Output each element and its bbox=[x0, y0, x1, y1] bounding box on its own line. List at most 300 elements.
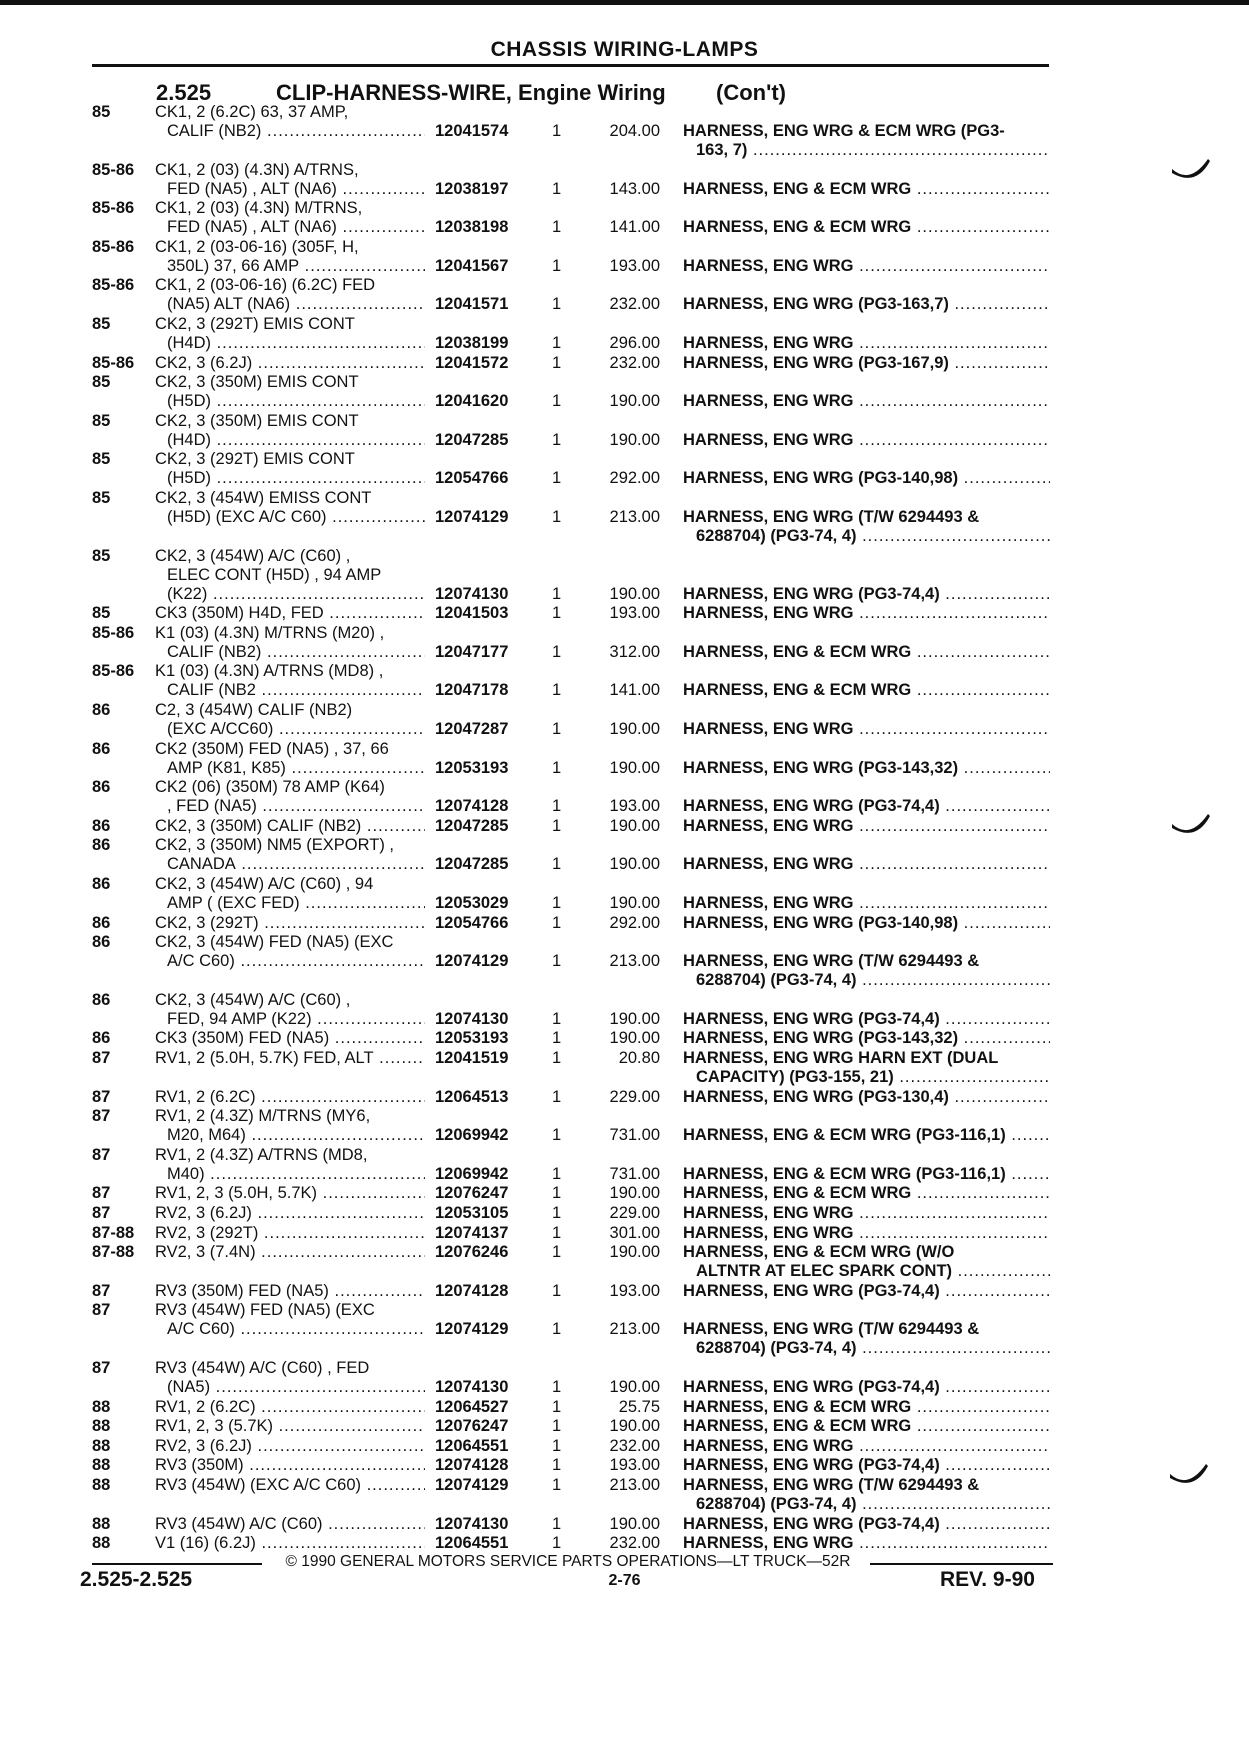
harness-description: HARNESS, ENG WRG (PG3-74,4) ..... bbox=[683, 797, 1050, 816]
model-year-code: 88 bbox=[92, 1476, 111, 1494]
quantity: 1 bbox=[552, 855, 562, 874]
quantity: 1 bbox=[552, 1243, 562, 1262]
application-desc: CALIF (NB2) ..... bbox=[167, 122, 425, 141]
application-desc: RV1, 2 (4.3Z) M/TRNS (MY6, bbox=[155, 1107, 371, 1126]
part-number: 12038197 bbox=[435, 179, 509, 198]
application-desc: K1 (03) (4.3N) M/TRNS (M20) , bbox=[155, 623, 385, 642]
model-year-code: 87 bbox=[92, 1301, 111, 1320]
price: 229.00 bbox=[609, 1204, 660, 1222]
model-year-code: 86 bbox=[92, 913, 111, 932]
part-number: 12041620 bbox=[435, 392, 509, 411]
price: 190.00 bbox=[609, 855, 660, 874]
quantity: 1 bbox=[552, 430, 562, 449]
application-desc: CK2, 3 (292T) EMIS CONT bbox=[155, 315, 355, 333]
harness-description: HARNESS, ENG WRG (PG3-74,4) ..... bbox=[683, 585, 1050, 604]
application-desc: FED, 94 AMP (K22) ..... bbox=[167, 1010, 425, 1029]
application-desc: CK2 (350M) FED (NA5) , 37, 66 bbox=[155, 739, 389, 758]
model-year-code: 86 bbox=[92, 816, 111, 835]
part-number: 12076247 bbox=[435, 1417, 509, 1436]
harness-description: HARNESS, ENG WRG ..... bbox=[683, 1204, 1050, 1223]
application-desc: CK2, 3 (350M) CALIF (NB2) ..... bbox=[155, 817, 425, 836]
model-year-code: 85 bbox=[92, 489, 111, 507]
price: 193.00 bbox=[609, 256, 660, 275]
part-number: 12064551 bbox=[435, 1534, 509, 1553]
application-desc: RV3 (454W) A/C (C60) ..... bbox=[155, 1515, 425, 1534]
price: 213.00 bbox=[609, 1476, 660, 1494]
part-number: 12053105 bbox=[435, 1204, 509, 1222]
copyright-notice: © 1990 GENERAL MOTORS SERVICE PARTS OPERATIONS—LT TRUCK—52R bbox=[285, 1553, 851, 1570]
harness-description: HARNESS, ENG & ECM WRG ..... bbox=[683, 1184, 1050, 1203]
application-desc: CK2, 3 (454W) A/C (C60) , bbox=[155, 990, 351, 1009]
part-number: 12074128 bbox=[435, 797, 509, 816]
harness-description: HARNESS, ENG WRG ..... bbox=[683, 334, 1050, 353]
harness-description: HARNESS, ENG WRG ..... bbox=[683, 604, 1050, 623]
part-number: 12053193 bbox=[435, 1029, 509, 1048]
application-desc: AMP (K81, K85) ..... bbox=[167, 759, 425, 778]
quantity: 1 bbox=[552, 604, 562, 623]
section-range: 2.525-2.525 bbox=[80, 1568, 193, 1591]
quantity: 1 bbox=[552, 256, 562, 275]
part-number: 12053029 bbox=[435, 894, 509, 912]
part-number: 12047287 bbox=[435, 720, 509, 738]
model-year-code: 85 bbox=[92, 450, 111, 469]
model-year-code: 87 bbox=[92, 1184, 111, 1203]
harness-description: HARNESS, ENG WRG ..... bbox=[683, 1534, 1050, 1553]
application-desc: CK2, 3 (292T) ..... bbox=[155, 914, 425, 933]
model-year-code: 86 bbox=[92, 778, 111, 797]
part-number: 12047285 bbox=[435, 855, 509, 874]
quantity: 1 bbox=[552, 1087, 562, 1106]
section-number: 2.525 bbox=[156, 80, 212, 105]
footer-rule-right bbox=[870, 1563, 1053, 1565]
quantity: 1 bbox=[552, 1029, 562, 1048]
harness-description: HARNESS, ENG WRG ..... bbox=[683, 720, 1050, 739]
application-desc: 350L) 37, 66 AMP ..... bbox=[167, 257, 425, 276]
quantity: 1 bbox=[552, 1476, 562, 1494]
price: 731.00 bbox=[609, 1164, 660, 1183]
model-year-code: 86 bbox=[92, 1029, 111, 1048]
part-number: 12054766 bbox=[435, 913, 509, 932]
harness-description: HARNESS, ENG & ECM WRG (PG3-116,1) ..... bbox=[683, 1126, 1050, 1145]
model-year-code: 87 bbox=[92, 1204, 111, 1222]
harness-description: HARNESS, ENG WRG ..... bbox=[683, 855, 1050, 874]
model-year-code: 86 bbox=[92, 739, 111, 758]
model-year-code: 87 bbox=[92, 1049, 111, 1067]
part-number: 12041567 bbox=[435, 256, 509, 275]
model-year-code: 85 bbox=[92, 103, 111, 121]
model-year-code: 85 bbox=[92, 546, 111, 565]
part-number: 12047178 bbox=[435, 681, 509, 700]
part-number: 12069942 bbox=[435, 1126, 509, 1145]
price: 232.00 bbox=[609, 1436, 660, 1455]
model-year-code: 85 bbox=[92, 411, 111, 430]
part-number: 12047177 bbox=[435, 642, 509, 661]
model-year-code: 85-86 bbox=[92, 662, 135, 681]
price: 193.00 bbox=[609, 604, 660, 623]
application-desc: CALIF (NB2) ..... bbox=[167, 643, 425, 662]
model-year-code: 86 bbox=[92, 836, 111, 855]
harness-description: ALTNTR AT ELEC SPARK CONT) ..... bbox=[696, 1262, 1050, 1281]
model-year-code: 88 bbox=[92, 1456, 111, 1475]
model-year-code: 87 bbox=[92, 1087, 111, 1106]
application-desc: RV2, 3 (6.2J) ..... bbox=[155, 1437, 425, 1456]
harness-description: HARNESS, ENG WRG ..... bbox=[683, 894, 1050, 913]
part-number: 12074129 bbox=[435, 508, 509, 526]
quantity: 1 bbox=[552, 681, 562, 700]
application-desc: RV1, 2 (6.2C) ..... bbox=[155, 1398, 425, 1417]
harness-description: HARNESS, ENG WRG (PG3-74,4) ..... bbox=[683, 1010, 1050, 1029]
application-desc: A/C C60) ..... bbox=[167, 952, 425, 971]
price: 204.00 bbox=[609, 122, 660, 140]
quantity: 1 bbox=[552, 1223, 562, 1242]
harness-description: HARNESS, ENG WRG (PG3-74,4) ..... bbox=[683, 1282, 1050, 1301]
price: 731.00 bbox=[609, 1126, 660, 1145]
part-number: 12074128 bbox=[435, 1281, 509, 1300]
price: 190.00 bbox=[609, 894, 660, 912]
quantity: 1 bbox=[552, 584, 562, 603]
price: 296.00 bbox=[609, 334, 660, 352]
model-year-code: 85-86 bbox=[92, 353, 135, 372]
application-desc: RV3 (454W) (EXC A/C C60) ..... bbox=[155, 1476, 425, 1495]
price: 190.00 bbox=[609, 1417, 660, 1436]
model-year-code: 88 bbox=[92, 1534, 111, 1553]
application-desc: AMP ( (EXC FED) ..... bbox=[167, 894, 425, 913]
part-number: 12064527 bbox=[435, 1397, 509, 1416]
price: 190.00 bbox=[609, 1184, 660, 1203]
model-year-code: 86 bbox=[92, 875, 111, 893]
harness-description: HARNESS, ENG & ECM WRG ..... bbox=[683, 180, 1050, 199]
application-desc: M20, M64) ..... bbox=[167, 1126, 425, 1145]
application-desc: RV1, 2 (4.3Z) A/TRNS (MD8, bbox=[155, 1145, 368, 1164]
part-number: 12074128 bbox=[435, 1456, 509, 1475]
model-year-code: 88 bbox=[92, 1514, 111, 1533]
quantity: 1 bbox=[552, 122, 562, 140]
application-desc: (H4D) ..... bbox=[167, 431, 425, 450]
harness-description: HARNESS, ENG & ECM WRG ..... bbox=[683, 681, 1050, 700]
application-desc: CK2, 3 (454W) A/C (C60) , bbox=[155, 546, 351, 565]
part-number: 12064513 bbox=[435, 1087, 509, 1106]
quantity: 1 bbox=[552, 894, 562, 912]
price: 190.00 bbox=[609, 1514, 660, 1533]
application-desc: RV2, 3 (6.2J) ..... bbox=[155, 1204, 425, 1223]
price: 232.00 bbox=[609, 1534, 660, 1553]
application-desc: (K22) ..... bbox=[167, 585, 425, 604]
harness-description: HARNESS, ENG WRG (PG3-143,32) ..... bbox=[683, 759, 1050, 778]
part-number: 12053193 bbox=[435, 758, 509, 777]
price: 213.00 bbox=[609, 508, 660, 526]
application-desc: FED (NA5) , ALT (NA6) ..... bbox=[167, 180, 425, 199]
price: 292.00 bbox=[609, 469, 660, 488]
quantity: 1 bbox=[552, 758, 562, 777]
quantity: 1 bbox=[552, 295, 562, 314]
application-desc: CK1, 2 (03-06-16) (305F, H, bbox=[155, 237, 359, 256]
price: 301.00 bbox=[609, 1223, 660, 1242]
section-continued: (Con't) bbox=[716, 80, 786, 105]
price: 20.80 bbox=[618, 1049, 660, 1067]
model-year-code: 86 bbox=[92, 701, 111, 719]
part-number: 12074130 bbox=[435, 584, 509, 603]
part-number: 12074130 bbox=[435, 1514, 509, 1533]
binder-hole-mark-bottom bbox=[1168, 1460, 1210, 1490]
quantity: 1 bbox=[552, 1417, 562, 1436]
quantity: 1 bbox=[552, 1534, 562, 1553]
harness-description: 6288704) (PG3-74, 4) ..... bbox=[696, 527, 1050, 546]
model-year-code: 87 bbox=[92, 1359, 111, 1377]
price: 232.00 bbox=[609, 353, 660, 372]
application-desc: RV3 (350M) ..... bbox=[155, 1456, 425, 1475]
section-name: CLIP-HARNESS-WIRE, Engine Wiring bbox=[276, 80, 666, 105]
application-desc: CK2, 3 (350M) EMIS CONT bbox=[155, 411, 359, 430]
harness-description: HARNESS, ENG WRG (T/W 6294493 & bbox=[683, 952, 980, 971]
model-year-code: 87 bbox=[92, 1145, 111, 1164]
title-rule bbox=[92, 64, 1049, 67]
application-desc: RV1, 2 (5.0H, 5.7K) FED, ALT ..... bbox=[155, 1049, 425, 1068]
price: 232.00 bbox=[609, 295, 660, 314]
harness-description: HARNESS, ENG WRG ..... bbox=[683, 431, 1050, 450]
price: 229.00 bbox=[609, 1087, 660, 1106]
part-number: 12074130 bbox=[435, 1009, 509, 1028]
page-title: CHASSIS WIRING-LAMPS bbox=[490, 38, 759, 61]
part-number: 12069942 bbox=[435, 1164, 509, 1183]
price: 312.00 bbox=[609, 642, 660, 661]
application-desc: V1 (16) (6.2J) ..... bbox=[155, 1534, 425, 1553]
application-desc: (H4D) ..... bbox=[167, 334, 425, 353]
application-desc: A/C C60) ..... bbox=[167, 1320, 425, 1339]
quantity: 1 bbox=[552, 1514, 562, 1533]
harness-description: HARNESS, ENG WRG (PG3-74,4) ..... bbox=[683, 1515, 1050, 1534]
application-desc: RV1, 2, 3 (5.0H, 5.7K) ..... bbox=[155, 1184, 425, 1203]
harness-description: HARNESS, ENG & ECM WRG ..... bbox=[683, 1398, 1050, 1417]
application-desc: RV1, 2 (6.2C) ..... bbox=[155, 1088, 425, 1107]
harness-description: HARNESS, ENG WRG (PG3-163,7) ..... bbox=[683, 295, 1050, 314]
application-desc: CK2, 3 (454W) EMISS CONT bbox=[155, 489, 372, 507]
harness-description: HARNESS, ENG & ECM WRG ..... bbox=[683, 1417, 1050, 1436]
quantity: 1 bbox=[552, 913, 562, 932]
quantity: 1 bbox=[552, 1436, 562, 1455]
harness-description: HARNESS, ENG WRG ..... bbox=[683, 257, 1050, 276]
application-desc: CK2, 3 (454W) A/C (C60) , 94 bbox=[155, 875, 374, 893]
model-year-code: 88 bbox=[92, 1397, 111, 1416]
model-year-code: 88 bbox=[92, 1417, 111, 1436]
price: 292.00 bbox=[609, 913, 660, 932]
model-year-code: 87 bbox=[92, 1281, 111, 1300]
part-number: 12038198 bbox=[435, 218, 509, 237]
application-desc: , FED (NA5) ..... bbox=[167, 797, 425, 816]
part-number: 12076246 bbox=[435, 1243, 509, 1262]
quantity: 1 bbox=[552, 1204, 562, 1222]
application-desc: CK3 (350M) H4D, FED ..... bbox=[155, 604, 425, 623]
quantity: 1 bbox=[552, 642, 562, 661]
part-number: 12041574 bbox=[435, 122, 509, 140]
part-number: 12074129 bbox=[435, 1476, 509, 1494]
price: 213.00 bbox=[609, 952, 660, 971]
part-number: 12041503 bbox=[435, 604, 509, 623]
price: 190.00 bbox=[609, 758, 660, 777]
harness-description: HARNESS, ENG & ECM WRG ..... bbox=[683, 218, 1050, 237]
harness-description: 6288704) (PG3-74, 4) ..... bbox=[696, 1495, 1050, 1514]
model-year-code: 85 bbox=[92, 373, 111, 392]
model-year-code: 85 bbox=[92, 604, 111, 623]
application-desc: CK1, 2 (03) (4.3N) M/TRNS, bbox=[155, 199, 363, 218]
price: 213.00 bbox=[609, 1320, 660, 1339]
application-desc: CK2, 3 (454W) FED (NA5) (EXC bbox=[155, 933, 394, 952]
quantity: 1 bbox=[552, 1009, 562, 1028]
harness-description: HARNESS, ENG WRG ..... bbox=[683, 1437, 1050, 1456]
quantity: 1 bbox=[552, 797, 562, 816]
application-desc: FED (NA5) , ALT (NA6) ..... bbox=[167, 218, 425, 237]
harness-description: HARNESS, ENG WRG HARN EXT (DUAL bbox=[683, 1049, 999, 1067]
model-year-code: 85-86 bbox=[92, 160, 135, 179]
model-year-code: 85-86 bbox=[92, 276, 135, 295]
harness-description: HARNESS, ENG WRG ..... bbox=[683, 817, 1050, 836]
application-desc: (NA5) ALT (NA6) ..... bbox=[167, 295, 425, 314]
application-desc: CK2 (06) (350M) 78 AMP (K64) bbox=[155, 778, 385, 797]
application-desc: ELEC CONT (H5D) , 94 AMP bbox=[167, 565, 382, 584]
harness-description: HARNESS, ENG WRG (T/W 6294493 & bbox=[683, 1320, 980, 1339]
application-desc: CK2, 3 (292T) EMIS CONT bbox=[155, 450, 355, 469]
quantity: 1 bbox=[552, 1164, 562, 1183]
price: 141.00 bbox=[609, 218, 660, 237]
part-number: 12076247 bbox=[435, 1184, 509, 1203]
quantity: 1 bbox=[552, 469, 562, 488]
part-number: 12064551 bbox=[435, 1436, 509, 1455]
part-number: 12074137 bbox=[435, 1223, 509, 1242]
harness-description: HARNESS, ENG WRG (PG3-74,4) ..... bbox=[683, 1456, 1050, 1475]
price: 193.00 bbox=[609, 1456, 660, 1475]
price: 190.00 bbox=[609, 1378, 660, 1396]
application-desc: CK1, 2 (03-06-16) (6.2C) FED bbox=[155, 276, 376, 295]
model-year-code: 86 bbox=[92, 990, 111, 1009]
application-desc: CK2, 3 (350M) NM5 (EXPORT) , bbox=[155, 836, 395, 855]
part-number: 12074129 bbox=[435, 1320, 509, 1339]
price: 141.00 bbox=[609, 681, 660, 700]
model-year-code: 85-86 bbox=[92, 237, 135, 256]
application-desc: CANADA ..... bbox=[167, 855, 425, 874]
application-desc: CK2, 3 (6.2J) ..... bbox=[155, 354, 425, 373]
part-number: 12047285 bbox=[435, 430, 509, 449]
harness-description: HARNESS, ENG & ECM WRG (PG3-116,1) ..... bbox=[683, 1165, 1050, 1184]
part-number: 12041571 bbox=[435, 295, 509, 314]
part-number: 12041519 bbox=[435, 1049, 509, 1067]
part-number: 12038199 bbox=[435, 334, 509, 352]
harness-description: 163, 7) ..... bbox=[696, 141, 1050, 160]
quantity: 1 bbox=[552, 353, 562, 372]
price: 190.00 bbox=[609, 1243, 660, 1262]
application-desc: RV2, 3 (7.4N) ..... bbox=[155, 1243, 425, 1262]
quantity: 1 bbox=[552, 1456, 562, 1475]
page-number: 2-76 bbox=[608, 1572, 641, 1589]
harness-description: HARNESS, ENG WRG & ECM WRG (PG3- bbox=[683, 122, 1005, 140]
price: 190.00 bbox=[609, 392, 660, 411]
harness-description: HARNESS, ENG & ECM WRG ..... bbox=[683, 643, 1050, 662]
model-year-code: 88 bbox=[92, 1436, 111, 1455]
binder-hole-mark-top bbox=[1170, 155, 1212, 185]
harness-description: HARNESS, ENG WRG (PG3-140,98) ..... bbox=[683, 469, 1050, 488]
quantity: 1 bbox=[552, 720, 562, 738]
quantity: 1 bbox=[552, 1126, 562, 1145]
model-year-code: 85-86 bbox=[92, 623, 135, 642]
price: 190.00 bbox=[609, 1029, 660, 1048]
top-border-rule bbox=[0, 0, 1249, 5]
application-desc: RV3 (350M) FED (NA5) ..... bbox=[155, 1282, 425, 1301]
quantity: 1 bbox=[552, 1281, 562, 1300]
part-number: 12041572 bbox=[435, 353, 509, 372]
model-year-code: 85 bbox=[92, 315, 111, 333]
price: 25.75 bbox=[618, 1397, 660, 1416]
part-number: 12074130 bbox=[435, 1378, 509, 1396]
part-number: 12054766 bbox=[435, 469, 509, 488]
application-desc: RV3 (454W) FED (NA5) (EXC bbox=[155, 1301, 375, 1320]
application-desc: (H5D) ..... bbox=[167, 392, 425, 411]
quantity: 1 bbox=[552, 1320, 562, 1339]
quantity: 1 bbox=[552, 816, 562, 835]
model-year-code: 87-88 bbox=[92, 1223, 135, 1242]
harness-description: HARNESS, ENG WRG (PG3-130,4) ..... bbox=[683, 1088, 1050, 1107]
price: 190.00 bbox=[609, 584, 660, 603]
part-number: 12074129 bbox=[435, 952, 509, 971]
price: 193.00 bbox=[609, 1281, 660, 1300]
price: 190.00 bbox=[609, 430, 660, 449]
price: 190.00 bbox=[609, 1009, 660, 1028]
price: 190.00 bbox=[609, 816, 660, 835]
part-number: 12047285 bbox=[435, 816, 509, 835]
model-year-code: 87 bbox=[92, 1107, 111, 1126]
harness-description: HARNESS, ENG WRG (PG3-140,98) ..... bbox=[683, 914, 1050, 933]
quantity: 1 bbox=[552, 1378, 562, 1396]
price: 193.00 bbox=[609, 797, 660, 816]
application-desc: RV1, 2, 3 (5.7K) ..... bbox=[155, 1417, 425, 1436]
harness-description: 6288704) (PG3-74, 4) ..... bbox=[696, 971, 1050, 990]
harness-description: CAPACITY) (PG3-155, 21) ..... bbox=[696, 1068, 1050, 1087]
revision-label: REV. 9-90 bbox=[940, 1568, 1035, 1591]
application-desc: RV2, 3 (292T) ..... bbox=[155, 1224, 425, 1243]
harness-description: HARNESS, ENG WRG ..... bbox=[683, 392, 1050, 411]
application-desc: (H5D) (EXC A/C C60) ..... bbox=[167, 508, 425, 527]
quantity: 1 bbox=[552, 179, 562, 198]
model-year-code: 87-88 bbox=[92, 1243, 135, 1262]
binder-hole-mark-middle bbox=[1170, 810, 1212, 840]
application-desc: CK2, 3 (350M) EMIS CONT bbox=[155, 373, 359, 392]
application-desc: (NA5) ..... bbox=[167, 1378, 425, 1397]
quantity: 1 bbox=[552, 1397, 562, 1416]
quantity: 1 bbox=[552, 392, 562, 411]
quantity: 1 bbox=[552, 952, 562, 971]
quantity: 1 bbox=[552, 334, 562, 352]
harness-description: HARNESS, ENG WRG (PG3-167,9) ..... bbox=[683, 354, 1050, 373]
model-year-code: 86 bbox=[92, 933, 111, 952]
application-desc: CK3 (350M) FED (NA5) ..... bbox=[155, 1029, 425, 1048]
application-desc: CK1, 2 (03) (4.3N) A/TRNS, bbox=[155, 160, 359, 179]
application-desc: M40) ..... bbox=[167, 1165, 425, 1184]
footer-rule-left bbox=[92, 1563, 262, 1565]
harness-description: HARNESS, ENG WRG ..... bbox=[683, 1224, 1050, 1243]
price: 143.00 bbox=[609, 179, 660, 198]
application-desc: K1 (03) (4.3N) A/TRNS (MD8) , bbox=[155, 662, 384, 681]
quantity: 1 bbox=[552, 218, 562, 237]
application-desc: RV3 (454W) A/C (C60) , FED bbox=[155, 1359, 370, 1377]
quantity: 1 bbox=[552, 1049, 562, 1067]
model-year-code: 85-86 bbox=[92, 199, 135, 218]
harness-description: 6288704) (PG3-74, 4) ..... bbox=[696, 1339, 1050, 1358]
application-desc: C2, 3 (454W) CALIF (NB2) bbox=[155, 701, 353, 719]
harness-description: HARNESS, ENG WRG (PG3-143,32) ..... bbox=[683, 1029, 1050, 1048]
harness-description: HARNESS, ENG WRG (T/W 6294493 & bbox=[683, 1476, 980, 1494]
quantity: 1 bbox=[552, 1184, 562, 1203]
harness-description: HARNESS, ENG WRG (T/W 6294493 & bbox=[683, 508, 980, 526]
application-desc: (H5D) ..... bbox=[167, 469, 425, 488]
harness-description: HARNESS, ENG & ECM WRG (W/O bbox=[683, 1243, 955, 1262]
application-desc: CALIF (NB2 ..... bbox=[167, 681, 425, 700]
